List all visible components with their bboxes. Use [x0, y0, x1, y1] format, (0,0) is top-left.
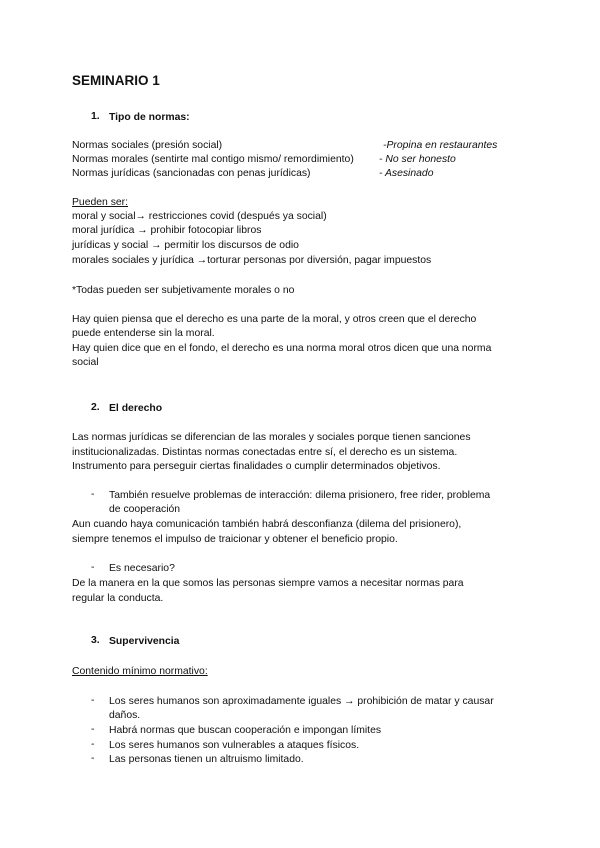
paragraph-line: institucionalizadas. Distintas normas conectadas entre sí, el derecho es un sistema.: [72, 447, 458, 458]
norm-row-example: -Propina en restaurantes: [383, 140, 498, 151]
norm-row-left: Normas jurídicas (sancionadas con penas jurídicas): [72, 168, 311, 179]
norm-row-example: - No ser honesto: [379, 154, 456, 165]
section-3-number: 3.: [91, 635, 100, 646]
section-2-heading: El derecho: [109, 403, 163, 414]
paragraph-line: Instrumento para perseguir ciertas finalidades o cumplir determinados objetivos.: [72, 461, 441, 472]
bullet-text: Las personas tienen un altruismo limitado.: [109, 754, 304, 765]
bullet-marker: -: [91, 695, 95, 706]
bullet-text: También resuelve problemas de interacción: dilema prisionero, free rider, problema: [109, 490, 491, 501]
bullet-marker: -: [91, 739, 95, 750]
paragraph-line: De la manera en la que somos las personas siempre vamos a necesitar normas para: [72, 578, 464, 589]
paragraph-line: Aun cuando haya comunicación también habrá desconfianza (dilema del prisionero),: [72, 519, 462, 530]
norm-row-example: - Asesinado: [379, 168, 434, 179]
combination-line: morales sociales y jurídica →torturar personas por diversión, pagar impuestos: [72, 255, 432, 266]
paragraph-line: Hay quien piensa que el derecho es una parte de la moral, y otros creen que el derecho: [72, 314, 477, 325]
section-1-heading: Tipo de normas:: [109, 112, 190, 123]
bullet-marker: -: [91, 724, 95, 735]
bullet-marker: -: [91, 489, 95, 500]
page-title: SEMINARIO 1: [72, 73, 160, 88]
note-line: *Todas pueden ser subjetivamente morales o no: [72, 285, 295, 296]
norm-row-left: Normas morales (sentirte mal contigo mismo/ remordimiento): [72, 154, 354, 165]
paragraph-line: siempre tenemos el impulso de traicionar y obtener el beneficio propio.: [72, 534, 398, 545]
paragraph-line: social: [72, 357, 99, 368]
bullet-text: Los seres humanos son aproximadamente iguales → prohibición de matar y causar: [109, 696, 494, 707]
bullet-marker: -: [91, 562, 95, 573]
pueden-ser-label: Pueden ser:: [72, 197, 129, 208]
paragraph-line: regular la conducta.: [72, 593, 164, 604]
contenido-label: Contenido mínimo normativo:: [72, 666, 208, 677]
bullet-text: Habrá normas que buscan cooperación e impongan límites: [109, 725, 382, 736]
paragraph-line: puede entenderse sin la moral.: [72, 328, 215, 339]
bullet-text: Los seres humanos son vulnerables a ataques físicos.: [109, 740, 360, 751]
bullet-text: daños.: [109, 710, 141, 721]
section-2-number: 2.: [91, 402, 100, 413]
bullet-text: Es necesario?: [109, 563, 175, 574]
combination-line: moral y social→ restricciones covid (después ya social): [72, 211, 327, 222]
bullet-marker: -: [91, 753, 95, 764]
paragraph-line: Las normas jurídicas se diferencian de las morales y sociales porque tienen sanciones: [72, 432, 471, 443]
combination-line: moral jurídica → prohibir fotocopiar libros: [72, 225, 262, 236]
paragraph-line: Hay quien dice que en el fondo, el derecho es una norma moral otros dicen que una norma: [72, 343, 492, 354]
combination-line: jurídicas y social → permitir los discursos de odio: [72, 240, 299, 251]
section-1-number: 1.: [91, 111, 100, 122]
section-3-heading: Supervivencia: [109, 636, 180, 647]
bullet-text: de cooperación: [109, 504, 181, 515]
norm-row-left: Normas sociales (presión social): [72, 140, 223, 151]
